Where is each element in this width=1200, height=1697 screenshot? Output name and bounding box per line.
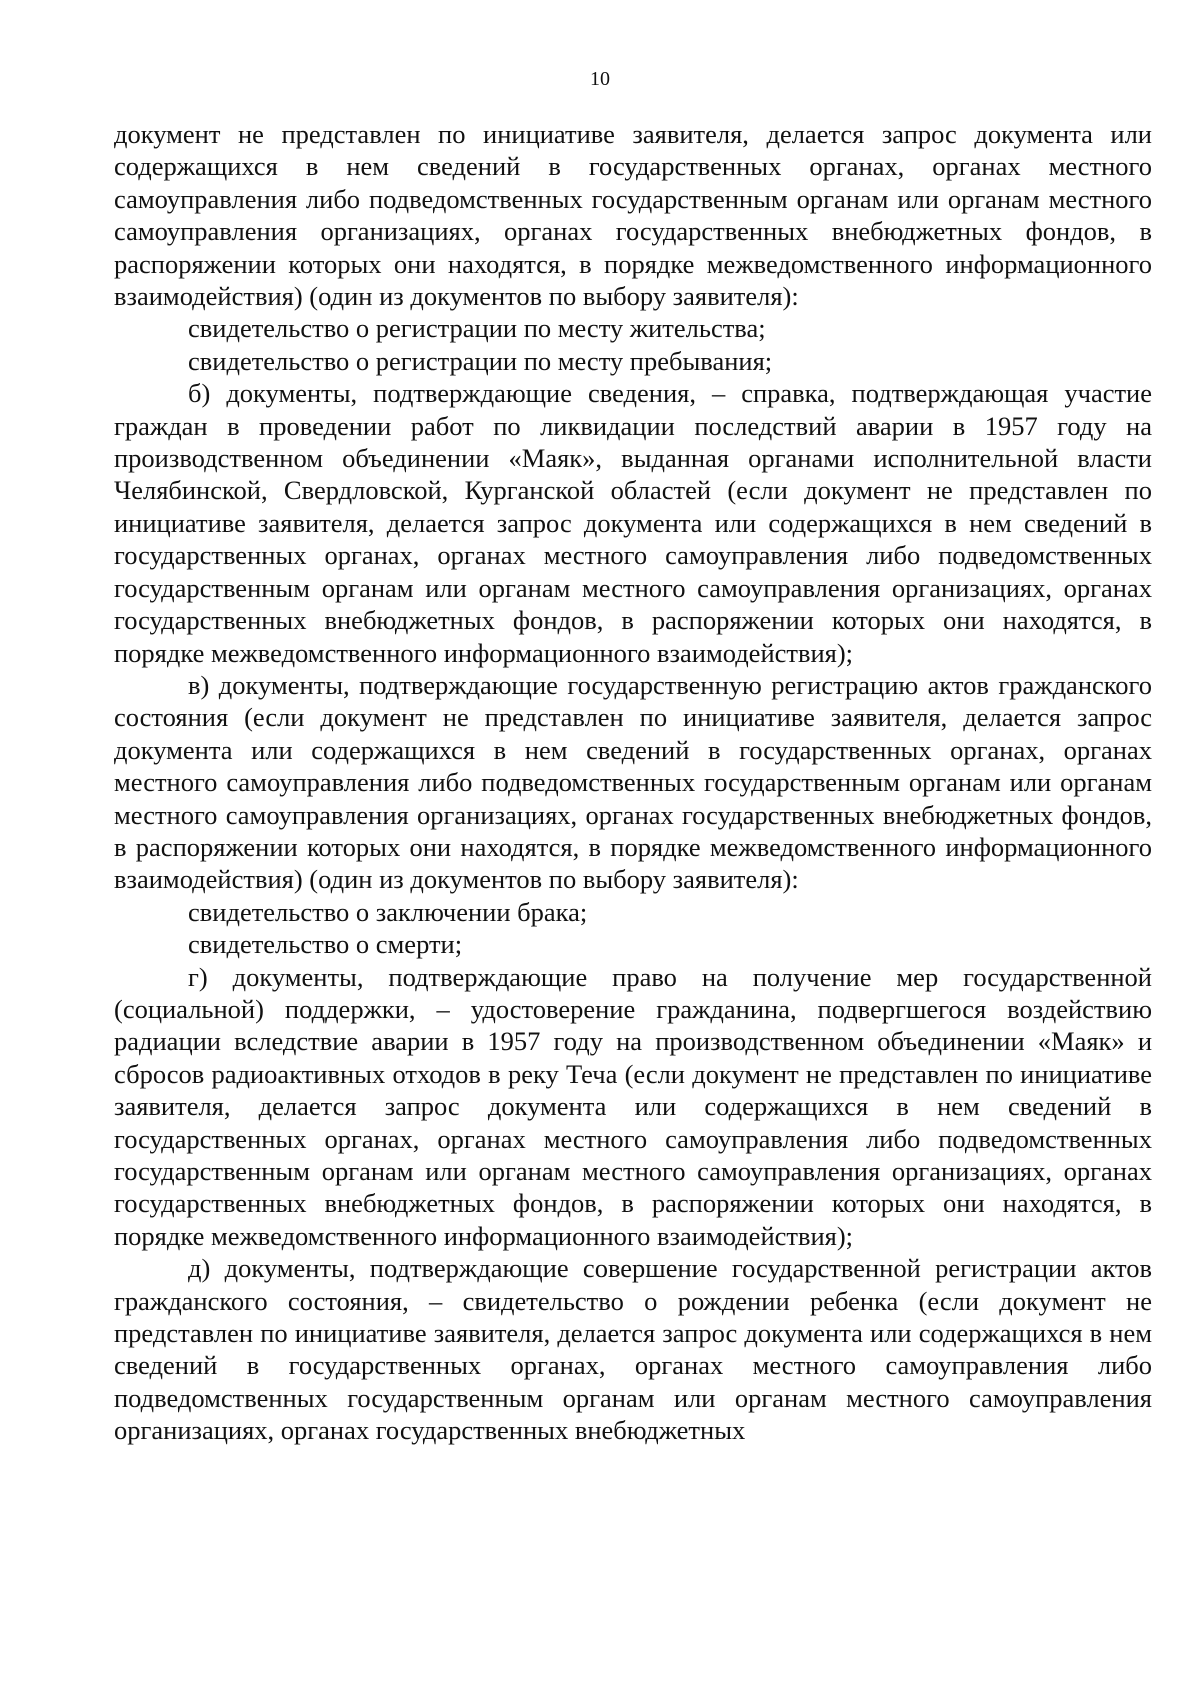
paragraph-item-v: в) документы, подтверждающие государственную регистрацию актов гражданского состояния (если документ не представлен по инициативе заявителя, делается запрос документа или содержащихся в нем сведений в государственных органах, органах местного самоуправления либо подведомственных государственным органам или органам местного самоуправления организациях, органах государственных внебюджетных фондов, в распоряжении которых они находятся, в порядке межведомственного информационного взаимодействия) (один из документов по выбору заявителя): (114, 669, 1152, 895)
page-number: 10 (590, 68, 610, 90)
paragraph-item-b: б) документы, подтверждающие сведения, – справка, подтверждающая участие граждан в проведении работ по ликвидации последствий аварии в 1957 году на производственном объединении «Маяк», выданная органами исполнительной власти Челябинской, Свердловской, Курганской областей (если документ не представлен по инициативе заявителя, делается запрос документа или содержащихся в нем сведений в государственных органах, органах местного самоуправления либо подведомственных государственным органам или органам местного самоуправления организациях, органах государственных внебюджетных фондов, в распоряжении которых они находятся, в порядке межведомственного информационного взаимодействия); (114, 378, 1152, 668)
document-body (114, 118, 1152, 1447)
paragraph-list-item: свидетельство о регистрации по месту жительства; (188, 313, 766, 344)
paragraph-list-item: свидетельство о регистрации по месту пребывания; (188, 345, 773, 376)
paragraph-continuation: документ не представлен по инициативе заявителя, делается запрос документа или содержащихся в нем сведений в государственных органах, органах местного самоуправления либо подведомственных государственным органам или органам местного самоуправления организациях, органах государственных внебюджетных фондов, в распоряжении которых они находятся, в порядке межведомственного информационного взаимодействия) (один из документов по выбору заявителя): (114, 119, 1152, 312)
paragraph-list-item: свидетельство о смерти; (188, 929, 463, 960)
paragraph-item-g: г) документы, подтверждающие право на получение мер государственной (социальной) поддержки, – удостоверение гражданина, подвергшегося воздействию радиации вследствие аварии в 1957 году на производственном объединении «Маяк» и сбросов радиоактивных отходов в реку Теча (если документ не представлен по инициативе заявителя, делается запрос документа или содержащихся в нем сведений в государственных органах, органах местного самоуправления либо подведомственных государственным органам или органам местного самоуправления организациях, органах государственных внебюджетных фондов, в распоряжении которых они находятся, в порядке межведомственного информационного взаимодействия); (114, 961, 1152, 1251)
paragraph-item-d: д) документы, подтверждающие совершение государственной регистрации актов гражданского состояния, – свидетельство о рождении ребенка (если документ не представлен по инициативе заявителя, делается запрос документа или содержащихся в нем сведений в государственных органах, органах местного самоуправления либо подведомственных государственным органам или органам местного самоуправления организациях, органах государственных внебюджетных (114, 1253, 1152, 1446)
paragraph-list-item: свидетельство о заключении брака; (188, 896, 588, 927)
